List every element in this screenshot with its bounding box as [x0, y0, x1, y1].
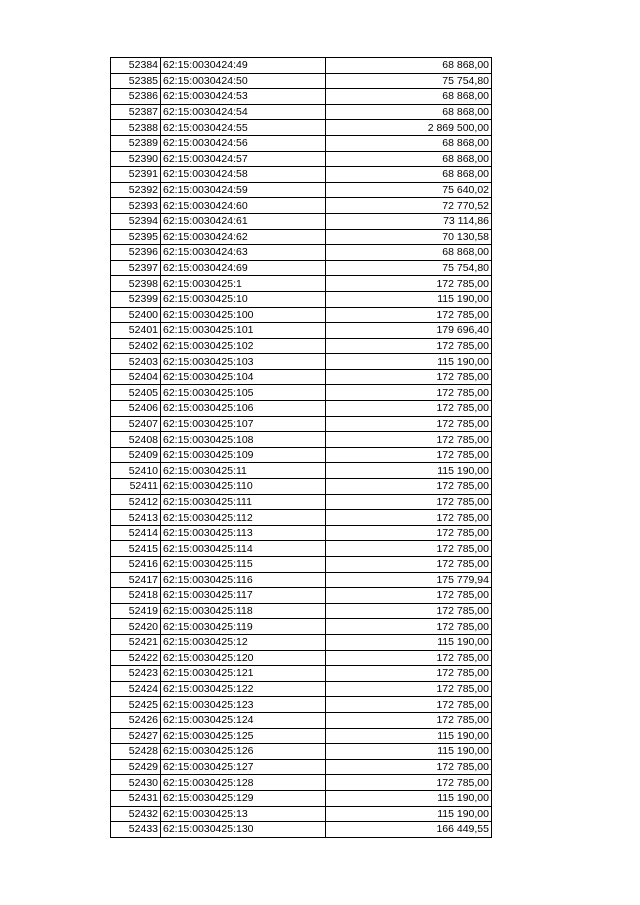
cadastral-value-cell: 68 868,00 [326, 245, 492, 261]
cadastral-value-cell: 115 190,00 [326, 744, 492, 760]
cadastral-number-cell: 62:15:0030425:101 [161, 323, 326, 339]
table-row [111, 307, 492, 323]
table-row [111, 744, 492, 760]
cadastral-value-cell: 172 785,00 [326, 697, 492, 713]
cadastral-number-cell: 62:15:0030425:103 [161, 354, 326, 370]
row-number-cell: 52399 [111, 291, 161, 307]
table-row [111, 135, 492, 151]
row-number-cell: 52414 [111, 525, 161, 541]
cadastral-number-cell: 62:15:0030425:100 [161, 307, 326, 323]
cadastral-number-cell: 62:15:0030425:12 [161, 634, 326, 650]
row-number-cell: 52412 [111, 494, 161, 510]
cadastral-number-cell: 62:15:0030425:123 [161, 697, 326, 713]
cadastral-number-cell: 62:15:0030425:117 [161, 588, 326, 604]
cadastral-value-cell: 172 785,00 [326, 510, 492, 526]
row-number-cell: 52391 [111, 167, 161, 183]
cadastral-value-cell: 172 785,00 [326, 307, 492, 323]
table-row [111, 245, 492, 261]
cadastral-value-cell: 115 190,00 [326, 806, 492, 822]
row-number-cell: 52423 [111, 666, 161, 682]
table-body [111, 58, 492, 838]
cadastral-number-cell: 62:15:0030425:119 [161, 619, 326, 635]
cadastral-value-cell: 172 785,00 [326, 775, 492, 791]
table-row [111, 603, 492, 619]
table-row [111, 276, 492, 292]
cadastral-value-cell: 172 785,00 [326, 276, 492, 292]
row-number-cell: 52419 [111, 603, 161, 619]
table-row [111, 510, 492, 526]
cadastral-number-cell: 62:15:0030425:122 [161, 681, 326, 697]
row-number-cell: 52401 [111, 323, 161, 339]
cadastral-value-cell: 172 785,00 [326, 712, 492, 728]
cadastral-number-cell: 62:15:0030425:105 [161, 385, 326, 401]
row-number-cell: 52406 [111, 401, 161, 417]
cadastral-value-cell: 2 869 500,00 [326, 120, 492, 136]
table-row [111, 120, 492, 136]
cadastral-number-cell: 62:15:0030424:49 [161, 58, 326, 74]
cadastral-value-cell: 115 190,00 [326, 634, 492, 650]
table-row [111, 775, 492, 791]
table-row [111, 291, 492, 307]
cadastral-value-cell: 172 785,00 [326, 681, 492, 697]
cadastral-number-cell: 62:15:0030425:111 [161, 494, 326, 510]
row-number-cell: 52394 [111, 213, 161, 229]
row-number-cell: 52418 [111, 588, 161, 604]
cadastral-value-cell: 179 696,40 [326, 323, 492, 339]
table-row [111, 167, 492, 183]
cadastral-value-cell: 172 785,00 [326, 401, 492, 417]
row-number-cell: 52384 [111, 58, 161, 74]
cadastral-number-cell: 62:15:0030424:56 [161, 135, 326, 151]
cadastral-number-cell: 62:15:0030424:60 [161, 198, 326, 214]
cadastral-value-cell: 68 868,00 [326, 58, 492, 74]
table-row [111, 557, 492, 573]
table-row [111, 416, 492, 432]
cadastral-number-cell: 62:15:0030425:121 [161, 666, 326, 682]
cadastral-value-table [110, 57, 492, 838]
cadastral-number-cell: 62:15:0030425:120 [161, 650, 326, 666]
row-number-cell: 52389 [111, 135, 161, 151]
cadastral-value-cell: 70 130,58 [326, 229, 492, 245]
cadastral-value-cell: 75 754,80 [326, 73, 492, 89]
cadastral-value-cell: 172 785,00 [326, 603, 492, 619]
cadastral-value-cell: 175 779,94 [326, 572, 492, 588]
row-number-cell: 52385 [111, 73, 161, 89]
cadastral-value-cell: 172 785,00 [326, 666, 492, 682]
cadastral-value-cell: 172 785,00 [326, 557, 492, 573]
cadastral-number-cell: 62:15:0030425:112 [161, 510, 326, 526]
cadastral-value-cell: 73 114,86 [326, 213, 492, 229]
cadastral-number-cell: 62:15:0030425:10 [161, 291, 326, 307]
cadastral-number-cell: 62:15:0030425:11 [161, 463, 326, 479]
table-row [111, 790, 492, 806]
table-row [111, 229, 492, 245]
table-row [111, 447, 492, 463]
table-row [111, 401, 492, 417]
cadastral-value-cell: 172 785,00 [326, 759, 492, 775]
cadastral-value-cell: 166 449,55 [326, 822, 492, 838]
cadastral-value-cell: 75 640,02 [326, 182, 492, 198]
cadastral-number-cell: 62:15:0030425:1 [161, 276, 326, 292]
row-number-cell: 52422 [111, 650, 161, 666]
row-number-cell: 52409 [111, 447, 161, 463]
row-number-cell: 52397 [111, 260, 161, 276]
cadastral-number-cell: 62:15:0030424:58 [161, 167, 326, 183]
row-number-cell: 52404 [111, 369, 161, 385]
table-row [111, 151, 492, 167]
row-number-cell: 52425 [111, 697, 161, 713]
row-number-cell: 52402 [111, 338, 161, 354]
cadastral-value-cell: 115 190,00 [326, 354, 492, 370]
row-number-cell: 52433 [111, 822, 161, 838]
cadastral-number-cell: 62:15:0030425:114 [161, 541, 326, 557]
table-row [111, 260, 492, 276]
table-row [111, 213, 492, 229]
table-row [111, 728, 492, 744]
table-row [111, 73, 492, 89]
row-number-cell: 52400 [111, 307, 161, 323]
row-number-cell: 52395 [111, 229, 161, 245]
cadastral-value-cell: 115 190,00 [326, 728, 492, 744]
table-row [111, 634, 492, 650]
row-number-cell: 52413 [111, 510, 161, 526]
table-row [111, 666, 492, 682]
table-row [111, 712, 492, 728]
cadastral-number-cell: 62:15:0030424:59 [161, 182, 326, 198]
cadastral-number-cell: 62:15:0030425:102 [161, 338, 326, 354]
table-row [111, 338, 492, 354]
cadastral-value-cell: 172 785,00 [326, 541, 492, 557]
cadastral-number-cell: 62:15:0030425:110 [161, 479, 326, 495]
cadastral-value-cell: 68 868,00 [326, 167, 492, 183]
row-number-cell: 52411 [111, 479, 161, 495]
table-row [111, 619, 492, 635]
row-number-cell: 52390 [111, 151, 161, 167]
cadastral-value-cell: 115 190,00 [326, 291, 492, 307]
row-number-cell: 52420 [111, 619, 161, 635]
table-row [111, 369, 492, 385]
cadastral-number-cell: 62:15:0030424:61 [161, 213, 326, 229]
cadastral-value-cell: 72 770,52 [326, 198, 492, 214]
row-number-cell: 52393 [111, 198, 161, 214]
row-number-cell: 52405 [111, 385, 161, 401]
table-row [111, 822, 492, 838]
cadastral-number-cell: 62:15:0030425:109 [161, 447, 326, 463]
cadastral-value-cell: 172 785,00 [326, 650, 492, 666]
cadastral-value-cell: 172 785,00 [326, 432, 492, 448]
table-row [111, 89, 492, 105]
table-row [111, 588, 492, 604]
row-number-cell: 52428 [111, 744, 161, 760]
row-number-cell: 52427 [111, 728, 161, 744]
cadastral-number-cell: 62:15:0030425:126 [161, 744, 326, 760]
cadastral-value-cell: 172 785,00 [326, 619, 492, 635]
cadastral-value-cell: 172 785,00 [326, 494, 492, 510]
cadastral-number-cell: 62:15:0030425:130 [161, 822, 326, 838]
cadastral-value-cell: 172 785,00 [326, 369, 492, 385]
table-row [111, 58, 492, 74]
cadastral-number-cell: 62:15:0030425:108 [161, 432, 326, 448]
cadastral-number-cell: 62:15:0030424:69 [161, 260, 326, 276]
cadastral-number-cell: 62:15:0030425:128 [161, 775, 326, 791]
cadastral-number-cell: 62:15:0030425:13 [161, 806, 326, 822]
cadastral-value-cell: 172 785,00 [326, 525, 492, 541]
row-number-cell: 52392 [111, 182, 161, 198]
table-row [111, 479, 492, 495]
cadastral-number-cell: 62:15:0030425:106 [161, 401, 326, 417]
cadastral-value-cell: 75 754,80 [326, 260, 492, 276]
row-number-cell: 52430 [111, 775, 161, 791]
cadastral-value-cell: 172 785,00 [326, 588, 492, 604]
table-row [111, 681, 492, 697]
row-number-cell: 52431 [111, 790, 161, 806]
cadastral-number-cell: 62:15:0030424:55 [161, 120, 326, 136]
table-row [111, 541, 492, 557]
table-row [111, 385, 492, 401]
cadastral-number-cell: 62:15:0030425:115 [161, 557, 326, 573]
row-number-cell: 52388 [111, 120, 161, 136]
table-row [111, 572, 492, 588]
cadastral-value-cell: 68 868,00 [326, 151, 492, 167]
cadastral-number-cell: 62:15:0030425:124 [161, 712, 326, 728]
table-row [111, 432, 492, 448]
cadastral-number-cell: 62:15:0030425:125 [161, 728, 326, 744]
cadastral-value-cell: 68 868,00 [326, 135, 492, 151]
row-number-cell: 52415 [111, 541, 161, 557]
table-row [111, 323, 492, 339]
row-number-cell: 52410 [111, 463, 161, 479]
cadastral-value-cell: 115 190,00 [326, 463, 492, 479]
cadastral-number-cell: 62:15:0030424:53 [161, 89, 326, 105]
row-number-cell: 52429 [111, 759, 161, 775]
row-number-cell: 52416 [111, 557, 161, 573]
cadastral-value-cell: 68 868,00 [326, 104, 492, 120]
cadastral-number-cell: 62:15:0030425:127 [161, 759, 326, 775]
table-row [111, 650, 492, 666]
table-row [111, 104, 492, 120]
table-row [111, 182, 492, 198]
table-row [111, 759, 492, 775]
row-number-cell: 52426 [111, 712, 161, 728]
cadastral-number-cell: 62:15:0030424:62 [161, 229, 326, 245]
cadastral-number-cell: 62:15:0030425:107 [161, 416, 326, 432]
row-number-cell: 52403 [111, 354, 161, 370]
row-number-cell: 52407 [111, 416, 161, 432]
cadastral-number-cell: 62:15:0030424:54 [161, 104, 326, 120]
cadastral-value-cell: 172 785,00 [326, 416, 492, 432]
cadastral-number-cell: 62:15:0030425:116 [161, 572, 326, 588]
cadastral-value-cell: 115 190,00 [326, 790, 492, 806]
cadastral-number-cell: 62:15:0030424:63 [161, 245, 326, 261]
table-row [111, 525, 492, 541]
row-number-cell: 52396 [111, 245, 161, 261]
row-number-cell: 52424 [111, 681, 161, 697]
cadastral-value-cell: 68 868,00 [326, 89, 492, 105]
table-row [111, 494, 492, 510]
table-row [111, 198, 492, 214]
row-number-cell: 52408 [111, 432, 161, 448]
row-number-cell: 52417 [111, 572, 161, 588]
cadastral-number-cell: 62:15:0030425:113 [161, 525, 326, 541]
table-row [111, 354, 492, 370]
row-number-cell: 52387 [111, 104, 161, 120]
cadastral-number-cell: 62:15:0030424:57 [161, 151, 326, 167]
row-number-cell: 52432 [111, 806, 161, 822]
cadastral-value-cell: 172 785,00 [326, 338, 492, 354]
row-number-cell: 52398 [111, 276, 161, 292]
table-row [111, 463, 492, 479]
cadastral-value-cell: 172 785,00 [326, 447, 492, 463]
row-number-cell: 52421 [111, 634, 161, 650]
cadastral-number-cell: 62:15:0030425:118 [161, 603, 326, 619]
cadastral-value-cell: 172 785,00 [326, 479, 492, 495]
cadastral-number-cell: 62:15:0030425:129 [161, 790, 326, 806]
cadastral-number-cell: 62:15:0030425:104 [161, 369, 326, 385]
table-row [111, 806, 492, 822]
cadastral-value-cell: 172 785,00 [326, 385, 492, 401]
cadastral-number-cell: 62:15:0030424:50 [161, 73, 326, 89]
row-number-cell: 52386 [111, 89, 161, 105]
table-row [111, 697, 492, 713]
